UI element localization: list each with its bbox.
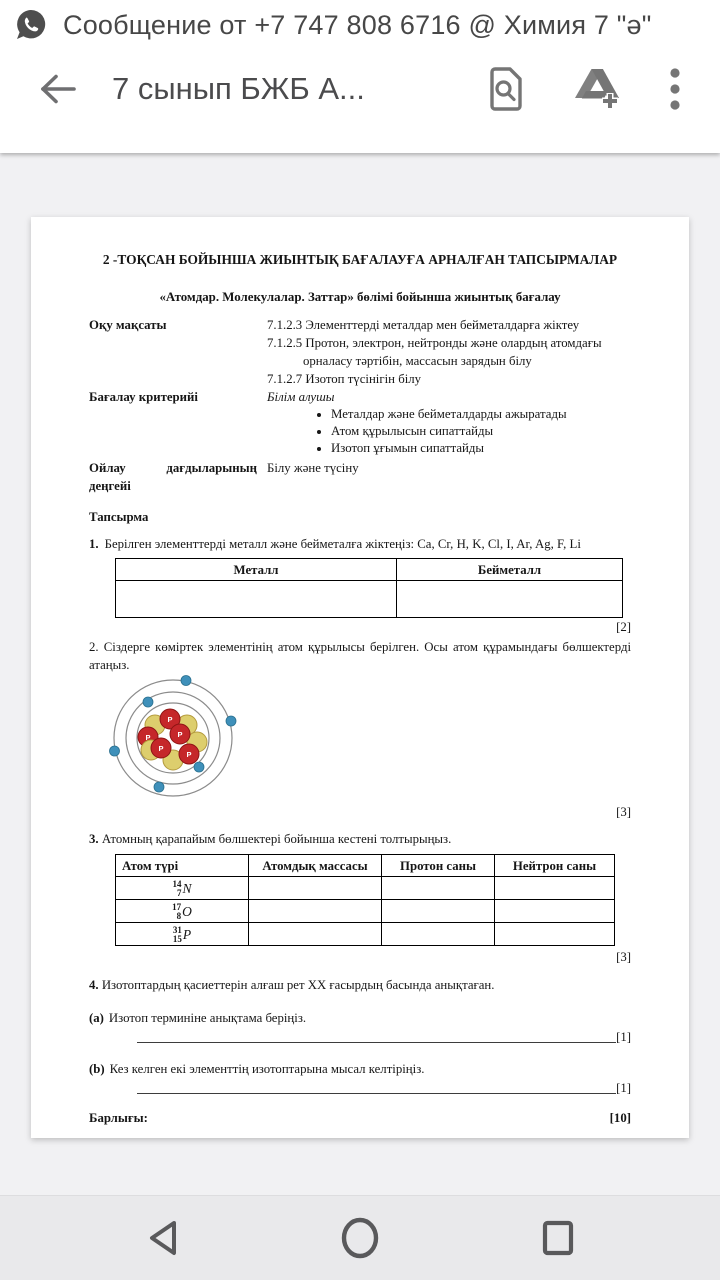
empty-answer-cell [249,900,382,923]
top-header [0,0,720,153]
nav-home-icon [339,1215,381,1261]
criteria-label: Бағалау критерийі [89,390,198,404]
empty-answer-cell [382,900,495,923]
question-1-number: 1. [89,537,99,551]
question-4a [89,1009,631,1027]
question-4a-label: (a) [89,1011,104,1025]
marks-q2: [3] [616,805,631,819]
criteria-bullet-list [267,406,631,457]
table-row [116,923,615,946]
particles-table [115,854,615,946]
criteria-bullet: • Металдар және бейметалдарды ажыратады [331,406,631,423]
whatsapp-notification[interactable] [0,0,720,43]
total-label: Барлығы: [89,1111,148,1125]
empty-answer-cell [495,877,615,900]
proton-count-header: Протон саны [382,855,495,877]
back-arrow-icon [39,72,77,106]
question-3 [89,830,631,848]
atomic-mass-header: Атомдық массасы [249,855,382,877]
answer-line [137,1029,616,1043]
table-row [116,877,615,900]
nav-back-icon [146,1219,178,1257]
isotope-cell: 31 15 P [116,923,249,946]
doc-subheading: «Атомдар. Молекулалар. Заттар» бөлімі бойынша жиынтық бағалау [159,290,561,304]
empty-answer-cell [382,877,495,900]
carbon-atom-figure [103,675,243,801]
empty-answer-cell [495,923,615,946]
notification-text: Сообщение от +7 747 808 6716 @ Химия 7 "ә" [63,9,652,40]
thinking-value: Білу және түсіну [267,461,359,475]
nav-home-button[interactable] [324,1208,396,1268]
empty-answer-cell [397,581,623,618]
question-4b [89,1060,631,1078]
nav-back-button[interactable] [126,1208,198,1268]
find-in-document-button[interactable] [482,66,528,112]
tasks-heading: Тапсырма [89,510,149,524]
objective-line: 7.1.2.5 Протон, электрон, нейтронды және олардың атомдағы [267,336,602,350]
thinking-skills [89,459,631,495]
learning-objectives [89,316,631,388]
svg-text:P: P [167,715,173,724]
criteria-intro: Білім алушы [267,390,335,404]
empty-answer-cell [249,877,382,900]
metal-nonmetal-table [115,558,623,618]
metal-header-cell: Металл [116,559,397,581]
answer-line [137,1080,616,1094]
back-button[interactable] [38,69,78,109]
empty-answer-cell [495,900,615,923]
question-4-text: Изотоптардың қасиеттерін алғаш рет ХХ ғасырдың басында анықтаған. [101,978,495,992]
add-to-drive-button[interactable] [574,66,620,112]
question-3-text: Атомның қарапайым бөлшектері бойынша кестені толтырыңыз. [101,832,452,846]
question-3-number: 3. [89,832,99,846]
assessment-criteria [89,388,631,457]
svg-text:P: P [145,733,151,742]
question-2-text: Сіздерге көміртек элементінің атом құрылысы берілген. Осы атом құрамындағы бөлшектерді атаңыз. [89,640,632,672]
marks-q1: [2] [616,620,631,634]
atom-type-header: Атом түрі [116,855,249,877]
empty-answer-cell [382,923,495,946]
android-navbar [0,1195,720,1280]
question-4b-label: (b) [89,1062,105,1076]
isotope-cell: 17 8 O [116,900,249,923]
answer-blank-4a [137,1029,631,1045]
thinking-label: Ойлау дағдыларының деңгейі [89,461,257,493]
question-4-number: 4. [89,978,99,992]
criteria-bullet: • Атом құрылысын сипаттайды [331,423,631,440]
objective-line: 7.1.2.7 Изотоп түсінігін білу [267,372,422,386]
pdf-page [31,217,689,1138]
objective-line: орналасу тәртібін, массасын зарядын білу [303,354,532,368]
total-marks: [10] [609,1111,631,1125]
overflow-menu-button[interactable] [662,66,688,112]
nav-recents-button[interactable] [522,1208,594,1268]
doc-heading: 2 -ТОҚСАН БОЙЫНША ЖИЫНТЫҚ БАҒАЛАУҒА АРНАЛҒАН ТАПСЫРМАЛАР [102,252,618,267]
nav-recents-icon [542,1219,574,1257]
svg-text:P: P [177,730,183,739]
marks-q3: [3] [616,950,631,964]
total-row [89,1109,631,1127]
marks-q4a: [1] [616,1030,631,1044]
nonmetal-header-cell: Бейметалл [397,559,623,581]
question-2 [89,638,631,674]
table-row [116,900,615,923]
answer-blank-4b [137,1080,631,1096]
empty-answer-cell [249,923,382,946]
document-title: 7 сынып БЖБ А... [112,71,365,106]
viewer-toolbar [0,53,720,125]
isotope-cell: 14 7 N [116,877,249,900]
marks-q4b: [1] [616,1081,631,1095]
question-4b-text: Кез келген екі элементтің изотоптарына мысал келтіріңіз. [109,1062,425,1076]
svg-text:P: P [158,744,164,753]
svg-text:P: P [186,750,192,759]
objectives-label: Оқу мақсаты [89,318,167,332]
empty-answer-cell [116,581,397,618]
question-1 [89,535,631,553]
criteria-bullet: • Изотоп ұғымын сипаттайды [331,440,631,457]
neutron-count-header: Нейтрон саны [495,855,615,877]
question-4a-text: Изотоп терминіне анықтама беріңіз. [108,1011,307,1025]
find-in-document-icon [485,66,525,112]
whatsapp-icon [13,7,49,43]
add-to-drive-icon [574,67,620,111]
question-2-number: 2. [89,640,99,654]
question-1-text: Берілген элементтерді металл және бейметалға жіктеңіз: Ca, Cr, H, K, Cl, I, Ar, Ag, F, Li [104,537,581,551]
overflow-menu-icon [669,67,681,111]
objective-line: 7.1.2.3 Элементтерді металдар мен бейметалдарға жіктеу [267,318,580,332]
question-4 [89,976,631,994]
